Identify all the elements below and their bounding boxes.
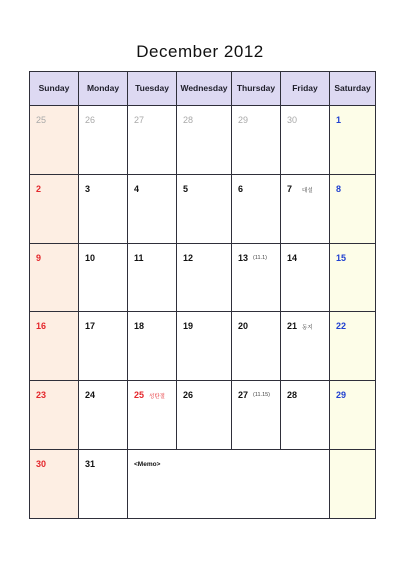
- day-number: 6: [238, 183, 244, 194]
- day-cell[interactable]: [232, 105, 281, 174]
- day-number: 8: [336, 183, 342, 194]
- day-cell[interactable]: [30, 174, 79, 243]
- day-number: 26: [85, 114, 96, 125]
- day-cell[interactable]: [330, 243, 376, 312]
- day-cell[interactable]: [30, 450, 79, 519]
- day-note: 성탄절: [149, 394, 165, 401]
- day-cell[interactable]: [79, 381, 128, 450]
- day-note: 동지: [302, 325, 313, 332]
- day-number: 10: [85, 252, 96, 263]
- week-row: [30, 105, 376, 174]
- day-cell[interactable]: [128, 381, 177, 450]
- weekday-wednesday: Wednesday: [177, 72, 232, 106]
- day-cell[interactable]: [30, 243, 79, 312]
- memo-box[interactable]: [128, 450, 330, 519]
- day-number: 27: [238, 390, 249, 401]
- day-number: 31: [85, 459, 96, 470]
- day-number: 2: [36, 183, 42, 194]
- day-number: 14: [287, 252, 298, 263]
- day-cell[interactable]: [281, 312, 330, 381]
- day-cell[interactable]: [330, 450, 376, 519]
- day-number: 28: [287, 390, 298, 401]
- day-cell[interactable]: [177, 105, 232, 174]
- day-number: 20: [238, 321, 249, 332]
- day-cell[interactable]: [232, 381, 281, 450]
- calendar-title: December 2012: [136, 42, 264, 61]
- day-number: 24: [85, 390, 96, 401]
- day-cell[interactable]: [128, 105, 177, 174]
- day-cell[interactable]: [79, 174, 128, 243]
- day-number: 15: [336, 252, 347, 263]
- day-number: 25: [134, 390, 145, 401]
- day-number: 5: [183, 183, 189, 194]
- week-row: [30, 381, 376, 450]
- day-number: 7: [287, 183, 293, 194]
- day-cell[interactable]: [281, 243, 330, 312]
- day-cell[interactable]: [177, 312, 232, 381]
- day-number: 28: [183, 114, 194, 125]
- weekday-tuesday: Tuesday: [128, 72, 177, 106]
- day-number: 29: [238, 114, 249, 125]
- day-cell[interactable]: [128, 243, 177, 312]
- day-cell[interactable]: [79, 450, 128, 519]
- weekday-header-row: [30, 72, 376, 106]
- day-cell[interactable]: [232, 312, 281, 381]
- day-number: 18: [134, 321, 145, 332]
- day-number: 29: [336, 390, 347, 401]
- day-number: 11: [134, 252, 144, 263]
- calendar-grid: [29, 71, 376, 519]
- day-number: 3: [85, 183, 91, 194]
- day-cell[interactable]: [79, 312, 128, 381]
- day-number: 17: [85, 321, 96, 332]
- day-cell[interactable]: [79, 243, 128, 312]
- day-number: 4: [134, 183, 140, 194]
- day-number: 27: [134, 114, 145, 125]
- day-note: (11.15): [253, 392, 271, 399]
- day-number: 13: [238, 252, 249, 263]
- day-cell[interactable]: [30, 312, 79, 381]
- week-row: [30, 312, 376, 381]
- day-number: 25: [36, 114, 47, 125]
- weekday-friday: Friday: [281, 72, 330, 106]
- day-cell[interactable]: [177, 243, 232, 312]
- week-row: [30, 450, 376, 519]
- week-row: [30, 243, 376, 312]
- weekday-saturday: Saturday: [330, 72, 376, 106]
- day-number: 9: [36, 252, 42, 263]
- day-cell[interactable]: [30, 381, 79, 450]
- weekday-sunday: Sunday: [30, 72, 79, 106]
- day-number: 23: [36, 390, 47, 401]
- memo-label: <Memo>: [134, 461, 161, 469]
- day-cell[interactable]: [128, 174, 177, 243]
- day-cell[interactable]: [232, 174, 281, 243]
- weekday-thursday: Thursday: [232, 72, 281, 106]
- day-note: (11.1): [253, 254, 267, 261]
- day-cell[interactable]: [30, 105, 79, 174]
- day-cell[interactable]: [330, 174, 376, 243]
- day-number: 21: [287, 321, 298, 332]
- day-number: 30: [287, 114, 298, 125]
- day-number: 16: [36, 321, 47, 332]
- day-note: 대설: [302, 187, 313, 194]
- day-number: 1: [336, 114, 342, 125]
- day-number: 30: [36, 459, 47, 470]
- day-number: 12: [183, 252, 194, 263]
- day-cell[interactable]: [281, 381, 330, 450]
- day-number: 22: [336, 321, 347, 332]
- day-cell[interactable]: [79, 105, 128, 174]
- day-cell[interactable]: [330, 381, 376, 450]
- day-cell[interactable]: [330, 312, 376, 381]
- day-cell[interactable]: [128, 312, 177, 381]
- week-row: [30, 174, 376, 243]
- day-cell[interactable]: [177, 381, 232, 450]
- day-number: 26: [183, 390, 194, 401]
- weekday-monday: Monday: [79, 72, 128, 106]
- day-cell[interactable]: [281, 105, 330, 174]
- day-cell[interactable]: [281, 174, 330, 243]
- day-cell[interactable]: [232, 243, 281, 312]
- day-cell[interactable]: [330, 105, 376, 174]
- day-cell[interactable]: [177, 174, 232, 243]
- day-number: 19: [183, 321, 194, 332]
